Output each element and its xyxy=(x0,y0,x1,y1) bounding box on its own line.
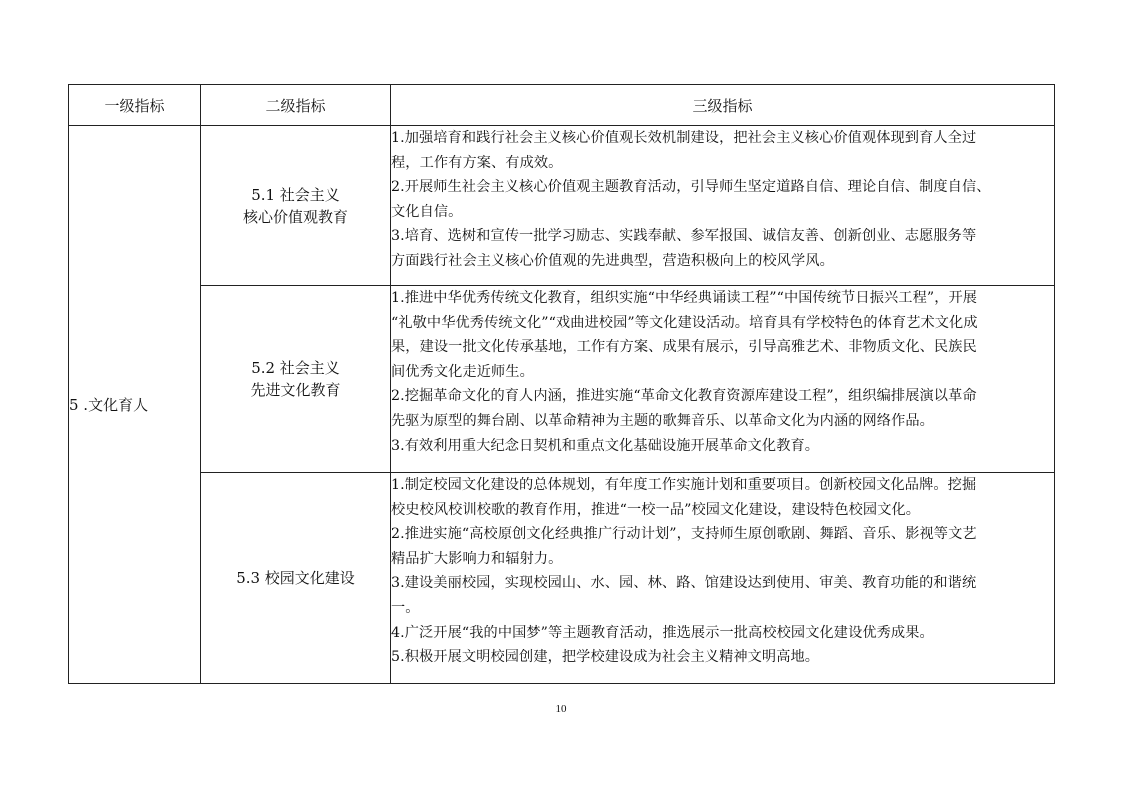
table-row xyxy=(69,473,1055,684)
level3-cell xyxy=(391,473,1055,684)
level2-cell xyxy=(201,473,391,684)
text-line: 精品扩大影响力和辐射力。 xyxy=(391,550,563,567)
level2-title-line: 核心价值观教育 xyxy=(242,207,348,226)
text-line: 果，建设一批文化传承基地，工作有方案、成果有展示，引导高雅艺术、非物质文化、民族民 xyxy=(391,339,977,356)
text-line: 4.广泛开展“我的中国梦”等主题教育活动，推选展示一批高校校园文化建设优秀成果。 xyxy=(391,624,934,641)
text-line: 文化自信。 xyxy=(391,203,463,220)
text-line: 2.挖掘革命文化的育人内涵，推进实施“革命文化教育资源库建设工程”，组织编排展演以革命 xyxy=(391,388,977,405)
text-line: 2.推进实施“高校原创文化经典推广行动计划”，支持师生原创歌剧、舞蹈、音乐、影视等文艺 xyxy=(391,526,977,543)
text-line: “礼敬中华优秀传统文化”“戏曲进校园”等文化建设活动。培育具有学校特色的体育艺术文化成 xyxy=(391,314,978,331)
header-level3: 三级指标 xyxy=(391,85,1055,126)
header-level1: 一级指标 xyxy=(69,85,201,126)
text-line: 方面践行社会主义核心价值观的先进典型，营造积极向上的校风学风。 xyxy=(391,252,834,269)
header-level2: 二级指标 xyxy=(201,85,391,126)
table-row xyxy=(69,286,1055,473)
table-row xyxy=(69,126,1055,286)
text-line: 3.建设美丽校园，实现校园山、水、园、林、路、馆建设达到使用、审美、教育功能的和谐统 xyxy=(391,575,977,592)
text-line: 2.开展师生社会主义核心价值观主题教育活动，引导师生坚定道路自信、理论自信、制度自信、 xyxy=(391,179,991,196)
level2-cell xyxy=(201,286,391,473)
text-line: 3.培育、选树和宣传一批学习励志、实践奉献、参军报国、诚信友善、创新创业、志愿服务等 xyxy=(391,228,977,245)
level3-cell xyxy=(391,286,1055,473)
text-line: 校史校风校训校歌的教育作用，推进“一校一品”校园文化建设，建设特色校园文化。 xyxy=(391,501,921,518)
indicator-table xyxy=(68,84,1055,684)
text-line: 3.有效利用重大纪念日契机和重点文化基础设施开展革命文化教育。 xyxy=(391,437,820,454)
text-line: 间优秀文化走近师生。 xyxy=(391,363,534,380)
text-line: 先驱为原型的舞台剧、以革命精神为主题的歌舞音乐、以革命文化为内涵的网络作品。 xyxy=(391,412,934,429)
level3-cell xyxy=(391,126,1055,286)
level2-title-line: 5.2 社会主义 xyxy=(251,359,340,377)
text-line: 一。 xyxy=(391,599,420,616)
page-number: 10 xyxy=(555,703,567,715)
text-line: 1.制定校园文化建设的总体规划，有年度工作实施计划和重要项目。创新校园文化品牌。挖掘 xyxy=(391,477,977,493)
text-line: 程，工作有方案、有成效。 xyxy=(391,154,563,171)
level2-title-line: 5.3 校园文化建设 xyxy=(236,569,355,587)
level1-cell: 5 .文化育人 xyxy=(69,126,201,684)
level2-title-line: 先进文化教育 xyxy=(250,381,341,399)
text-line: 1.推进中华优秀传统文化教育，组织实施“中华经典诵读工程”“中国传统节日振兴工程”，开展 xyxy=(391,290,978,306)
table-header-row xyxy=(69,85,1055,126)
text-line: 5.积极开展文明校园创建，把学校建设成为社会主义精神文明高地。 xyxy=(391,649,820,666)
level2-title-line: 5.1 社会主义 xyxy=(251,185,340,204)
text-line: 1.加强培育和践行社会主义核心价值观长效机制建设，把社会主义核心价值观体现到育人全过 xyxy=(391,130,977,146)
level2-cell xyxy=(201,126,391,286)
